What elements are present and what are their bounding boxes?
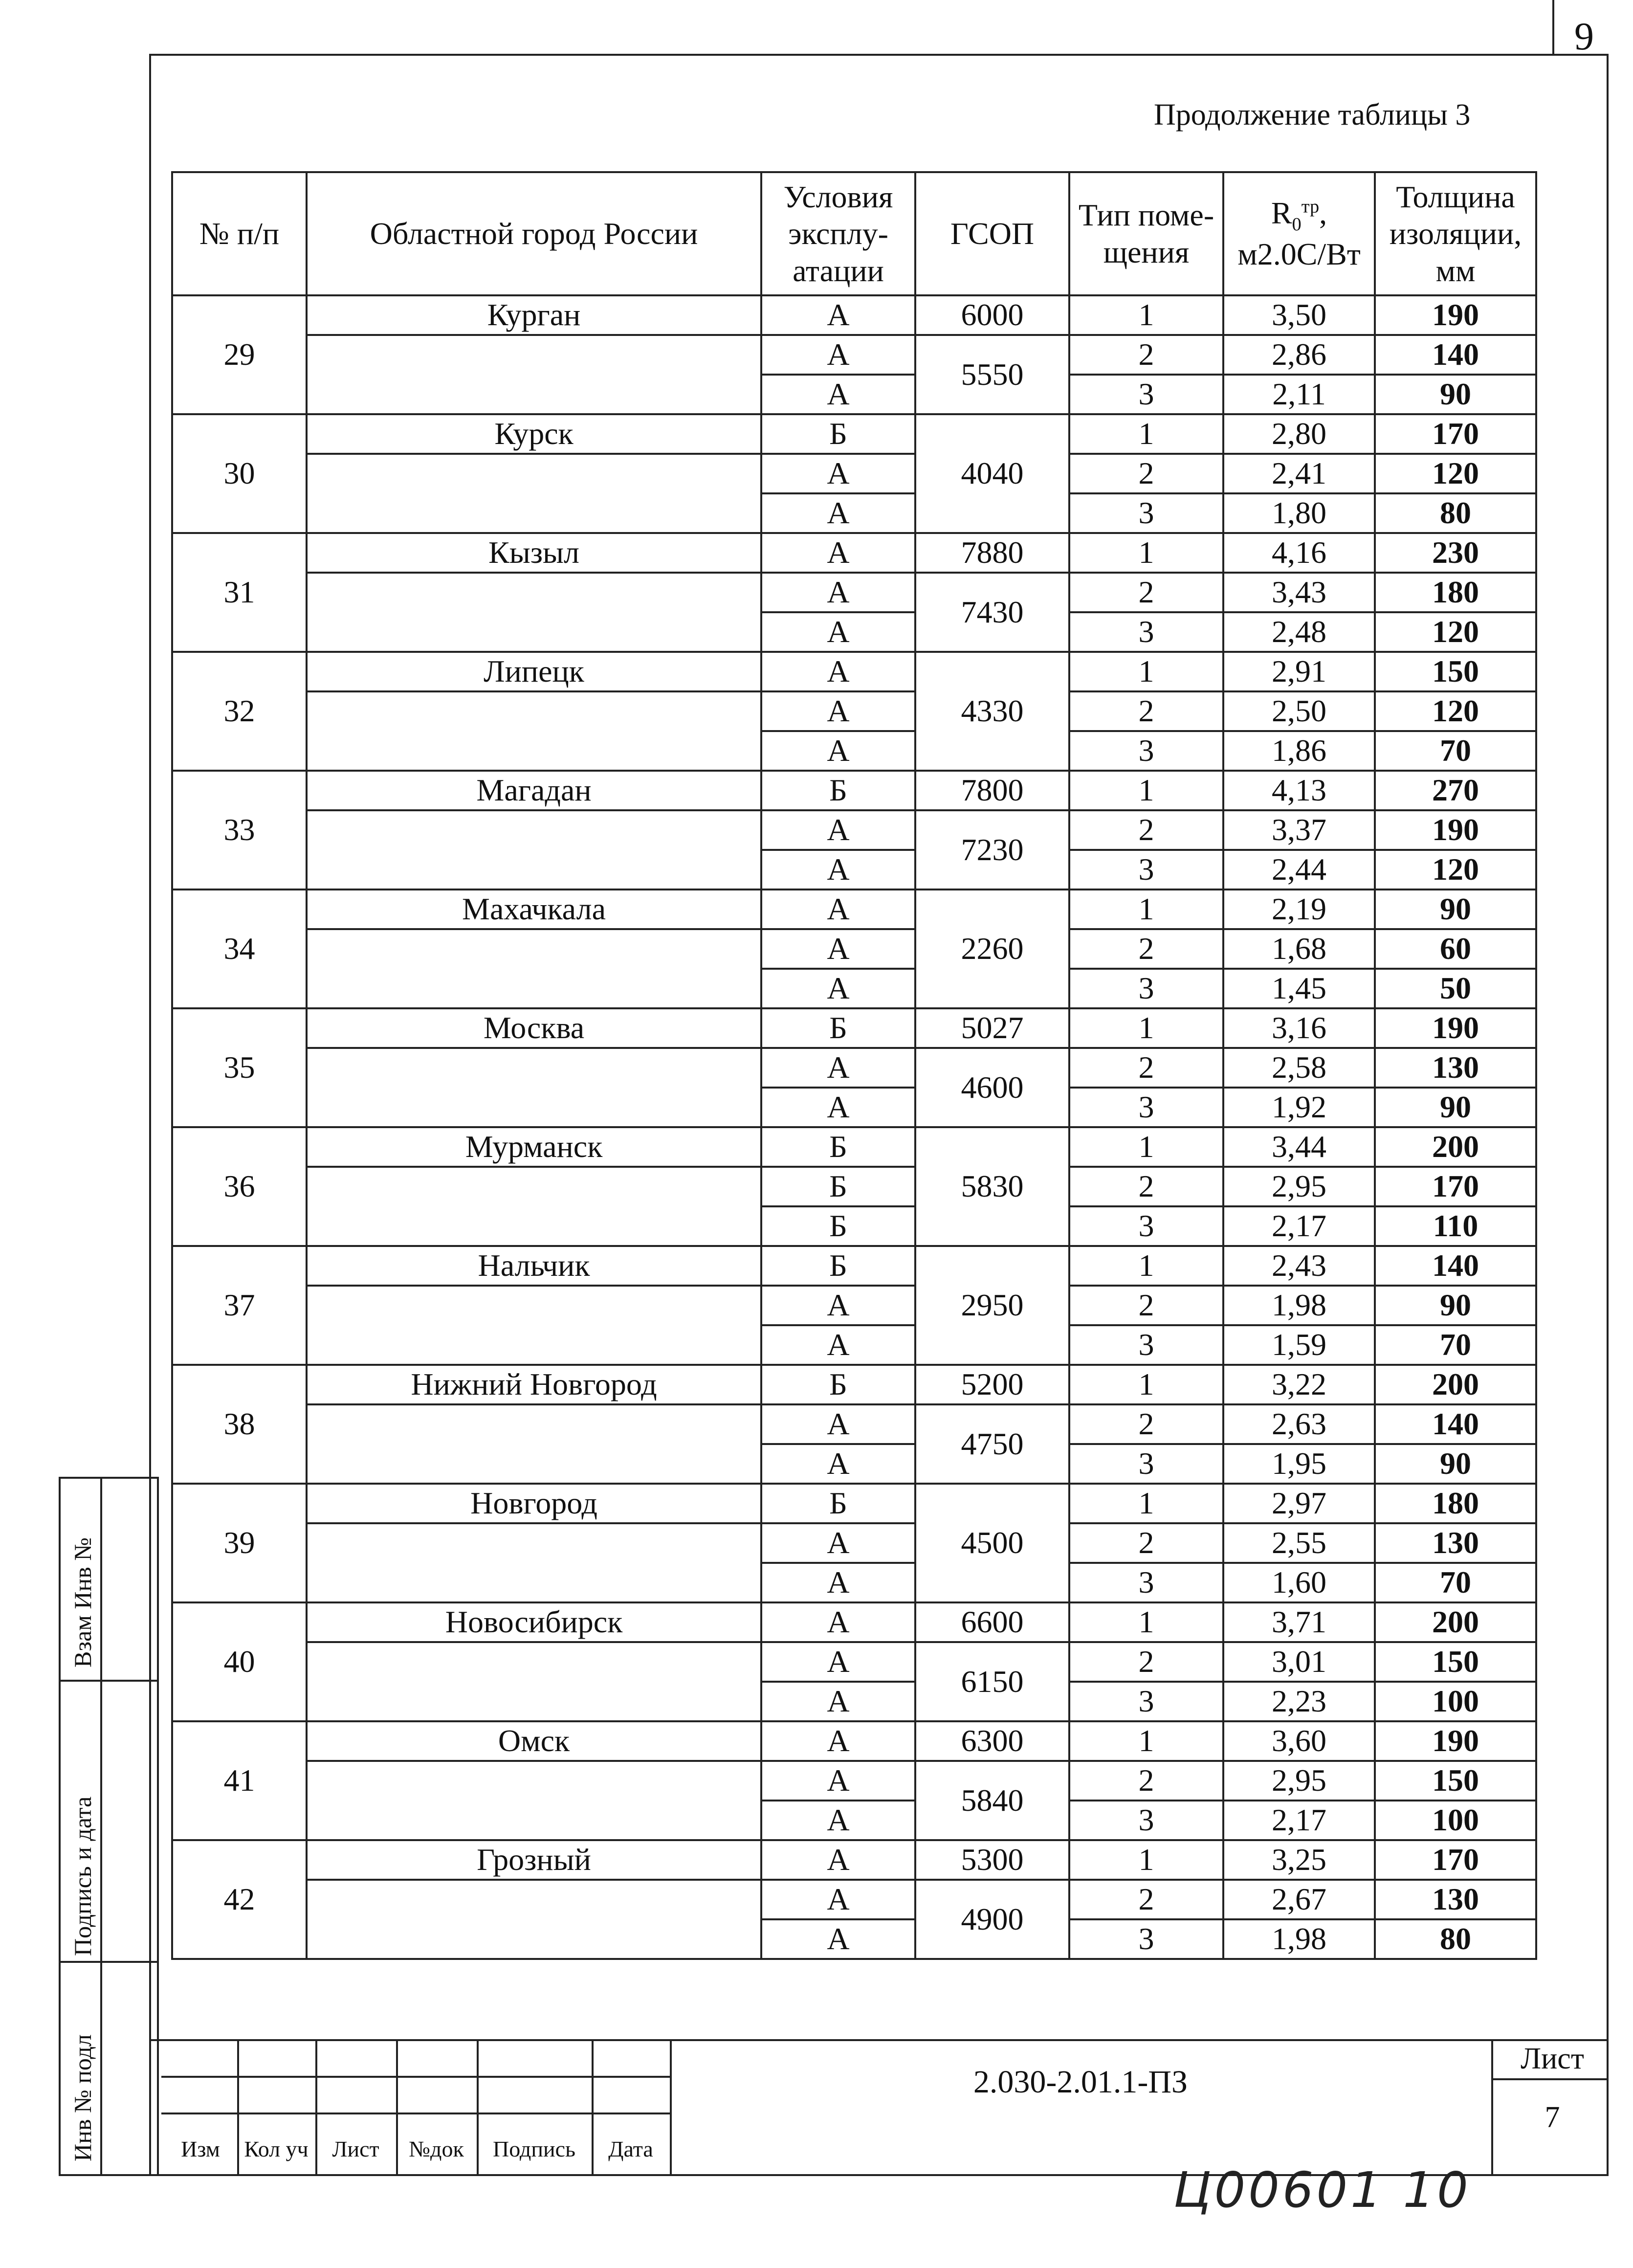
table-row	[172, 1008, 1536, 1048]
table-row	[172, 1523, 1536, 1563]
cell-gsop: 7800	[915, 771, 1069, 810]
side-stamp-line-2	[59, 1961, 159, 1963]
cell-city-blank	[307, 1642, 761, 1721]
cell-room-type: 1	[1069, 295, 1223, 335]
cell-conditions: Б	[761, 414, 915, 454]
cell-resistance: 3,44	[1223, 1127, 1375, 1167]
table-row	[172, 1602, 1536, 1642]
cell-resistance: 2,91	[1223, 652, 1375, 691]
cell-room-type: 3	[1069, 493, 1223, 533]
cell-conditions: Б	[761, 1484, 915, 1523]
cell-room-type: 1	[1069, 652, 1223, 691]
table-row	[172, 771, 1536, 810]
cell-conditions: А	[761, 1682, 915, 1721]
cell-conditions: Б	[761, 1008, 915, 1048]
cell-conditions: А	[761, 1563, 915, 1602]
tb-col-kol-uch: Кол уч	[244, 2136, 309, 2161]
cell-thickness: 190	[1375, 1721, 1536, 1761]
cell-thickness: 90	[1375, 1088, 1536, 1127]
cell-room-type: 3	[1069, 850, 1223, 889]
cell-thickness: 90	[1375, 889, 1536, 929]
cell-resistance: 2,95	[1223, 1761, 1375, 1801]
cell-gsop: 2260	[915, 889, 1069, 1008]
cell-city: Нижний Новгород	[307, 1365, 761, 1404]
table-row	[172, 414, 1536, 454]
cell-resistance: 1,45	[1223, 969, 1375, 1008]
cell-thickness: 140	[1375, 1404, 1536, 1444]
cell-resistance: 2,67	[1223, 1880, 1375, 1919]
table-row	[172, 652, 1536, 691]
cell-room-type: 1	[1069, 1721, 1223, 1761]
cell-conditions: А	[761, 1523, 915, 1563]
cell-gsop: 5200	[915, 1365, 1069, 1404]
side-stamp-divider	[100, 1477, 102, 2176]
cell-conditions: А	[761, 533, 915, 573]
cell-room-type: 3	[1069, 1563, 1223, 1602]
cell-gsop: 6150	[915, 1642, 1069, 1721]
cell-gsop: 5840	[915, 1761, 1069, 1840]
cell-city-blank	[307, 691, 761, 771]
cell-resistance: 1,68	[1223, 929, 1375, 969]
cell-room-type: 1	[1069, 414, 1223, 454]
cell-gsop: 6600	[915, 1602, 1069, 1642]
cell-room-type: 2	[1069, 1761, 1223, 1801]
cell-city: Курган	[307, 295, 761, 335]
cell-conditions: А	[761, 1088, 915, 1127]
cell-room-type: 2	[1069, 573, 1223, 612]
cell-num: 41	[172, 1721, 307, 1840]
cell-room-type: 3	[1069, 1325, 1223, 1365]
table-row	[172, 1246, 1536, 1286]
cell-conditions: А	[761, 850, 915, 889]
table-row	[172, 1880, 1536, 1919]
cell-resistance: 2,43	[1223, 1246, 1375, 1286]
cell-room-type: 1	[1069, 1246, 1223, 1286]
cell-city: Липецк	[307, 652, 761, 691]
cell-resistance: 3,43	[1223, 573, 1375, 612]
cell-room-type: 1	[1069, 1365, 1223, 1404]
cell-conditions: Б	[761, 1167, 915, 1206]
cell-thickness: 270	[1375, 771, 1536, 810]
continuation-label: Продолжение таблицы 3	[1154, 98, 1471, 132]
cell-room-type: 3	[1069, 1801, 1223, 1840]
cell-city-blank	[307, 810, 761, 889]
cell-city-blank	[307, 1048, 761, 1127]
cell-num: 36	[172, 1127, 307, 1246]
cell-resistance: 2,95	[1223, 1167, 1375, 1206]
cell-gsop: 4750	[915, 1404, 1069, 1484]
cell-thickness: 170	[1375, 414, 1536, 454]
cell-thickness: 80	[1375, 493, 1536, 533]
cell-resistance: 3,60	[1223, 1721, 1375, 1761]
tb-col-list: Лист	[332, 2136, 379, 2161]
table-row	[172, 1721, 1536, 1761]
cell-resistance: 3,25	[1223, 1840, 1375, 1880]
cell-resistance: 2,97	[1223, 1484, 1375, 1523]
cell-room-type: 2	[1069, 454, 1223, 493]
cell-city-blank	[307, 573, 761, 652]
table-row	[172, 335, 1536, 375]
cell-thickness: 140	[1375, 1246, 1536, 1286]
cell-conditions: А	[761, 1444, 915, 1484]
cell-resistance: 1,59	[1223, 1325, 1375, 1365]
cell-thickness: 110	[1375, 1206, 1536, 1246]
cell-conditions: А	[761, 1801, 915, 1840]
table-row	[172, 1840, 1536, 1880]
cell-conditions: А	[761, 493, 915, 533]
cell-gsop: 4040	[915, 414, 1069, 533]
cell-resistance: 2,41	[1223, 454, 1375, 493]
tb-sheet-line	[1491, 2078, 1609, 2080]
cell-num: 40	[172, 1602, 307, 1721]
header-resistance: $R_0^{тр}$, м2.0С/Вт	[1223, 172, 1375, 295]
table-row	[172, 691, 1536, 731]
table-row	[172, 454, 1536, 493]
cell-city-blank	[307, 929, 761, 1008]
cell-resistance: 2,80	[1223, 414, 1375, 454]
table-row	[172, 1167, 1536, 1206]
cell-resistance: 4,16	[1223, 533, 1375, 573]
cell-city-blank	[307, 1880, 761, 1959]
table-row	[172, 533, 1536, 573]
cell-gsop: 5027	[915, 1008, 1069, 1048]
cell-resistance: 2,86	[1223, 335, 1375, 375]
table-row	[172, 1365, 1536, 1404]
cell-thickness: 180	[1375, 1484, 1536, 1523]
cell-num: 39	[172, 1484, 307, 1602]
cell-thickness: 190	[1375, 1008, 1536, 1048]
table-row	[172, 1127, 1536, 1167]
cell-room-type: 3	[1069, 1444, 1223, 1484]
header-room-type: Тип поме-щения	[1069, 172, 1223, 295]
cell-thickness: 120	[1375, 691, 1536, 731]
header-conditions: Условия эксплу-атации	[761, 172, 915, 295]
cell-resistance: 2,58	[1223, 1048, 1375, 1088]
cell-resistance: 2,44	[1223, 850, 1375, 889]
document-code: 2.030-2.01.1-ПЗ	[973, 2064, 1188, 2100]
cell-city: Грозный	[307, 1840, 761, 1880]
cell-thickness: 130	[1375, 1523, 1536, 1563]
page-corner-mark	[1552, 0, 1554, 54]
cell-thickness: 130	[1375, 1880, 1536, 1919]
cell-room-type: 3	[1069, 1682, 1223, 1721]
cell-gsop: 4500	[915, 1484, 1069, 1602]
cell-thickness: 100	[1375, 1801, 1536, 1840]
cell-room-type: 2	[1069, 1286, 1223, 1325]
cell-conditions: А	[761, 1880, 915, 1919]
cell-conditions: А	[761, 1761, 915, 1801]
cell-conditions: А	[761, 652, 915, 691]
cell-resistance: 3,01	[1223, 1642, 1375, 1682]
cell-num: 29	[172, 295, 307, 414]
table-row	[172, 889, 1536, 929]
cell-room-type: 2	[1069, 1642, 1223, 1682]
cell-city: Москва	[307, 1008, 761, 1048]
cell-gsop: 4900	[915, 1880, 1069, 1959]
header-city: Областной город России	[307, 172, 761, 295]
cell-num: 33	[172, 771, 307, 889]
cell-thickness: 120	[1375, 850, 1536, 889]
cell-conditions: А	[761, 1602, 915, 1642]
cell-room-type: 3	[1069, 612, 1223, 652]
cell-room-type: 3	[1069, 375, 1223, 414]
cell-num: 34	[172, 889, 307, 1008]
cell-thickness: 90	[1375, 375, 1536, 414]
cell-resistance: 3,37	[1223, 810, 1375, 850]
cell-conditions: А	[761, 295, 915, 335]
cell-city: Курск	[307, 414, 761, 454]
cell-room-type: 2	[1069, 1048, 1223, 1088]
header-gsop: ГСОП	[915, 172, 1069, 295]
cell-room-type: 3	[1069, 731, 1223, 771]
cell-conditions: А	[761, 691, 915, 731]
sheet-label: Лист	[1521, 2042, 1584, 2075]
cell-thickness: 60	[1375, 929, 1536, 969]
cell-num: 35	[172, 1008, 307, 1127]
cell-thickness: 230	[1375, 533, 1536, 573]
cell-thickness: 200	[1375, 1365, 1536, 1404]
cell-conditions: А	[761, 889, 915, 929]
cell-gsop: 7230	[915, 810, 1069, 889]
cell-thickness: 190	[1375, 810, 1536, 850]
table-header-row	[172, 172, 1536, 295]
cell-resistance: 2,17	[1223, 1801, 1375, 1840]
cell-thickness: 120	[1375, 454, 1536, 493]
cell-resistance: 2,17	[1223, 1206, 1375, 1246]
cell-city: Кызыл	[307, 533, 761, 573]
table-row	[172, 573, 1536, 612]
cell-thickness: 170	[1375, 1840, 1536, 1880]
cell-thickness: 70	[1375, 731, 1536, 771]
cell-thickness: 200	[1375, 1127, 1536, 1167]
cell-room-type: 1	[1069, 1484, 1223, 1523]
header-thickness: Толщина изоляции, мм	[1375, 172, 1536, 295]
cell-conditions: Б	[761, 1206, 915, 1246]
cell-room-type: 2	[1069, 691, 1223, 731]
cell-city-blank	[307, 1286, 761, 1365]
cell-conditions: А	[761, 1721, 915, 1761]
cell-resistance: 1,98	[1223, 1286, 1375, 1325]
cell-thickness: 90	[1375, 1444, 1536, 1484]
tb-col-podpis: Подпись	[493, 2136, 575, 2161]
table-row	[172, 295, 1536, 335]
cell-thickness: 130	[1375, 1048, 1536, 1088]
cell-resistance: 3,50	[1223, 295, 1375, 335]
cell-city: Новосибирск	[307, 1602, 761, 1642]
cell-conditions: А	[761, 969, 915, 1008]
cell-gsop: 7880	[915, 533, 1069, 573]
cell-city: Нальчик	[307, 1246, 761, 1286]
cell-thickness: 120	[1375, 612, 1536, 652]
cell-gsop: 5830	[915, 1127, 1069, 1246]
cell-conditions: А	[761, 375, 915, 414]
cell-resistance: 2,63	[1223, 1404, 1375, 1444]
cell-room-type: 3	[1069, 1206, 1223, 1246]
cell-conditions: А	[761, 1919, 915, 1959]
table-row	[172, 929, 1536, 969]
cell-room-type: 1	[1069, 771, 1223, 810]
page-number: 9	[1574, 15, 1594, 58]
cell-conditions: А	[761, 1840, 915, 1880]
cell-resistance: 3,16	[1223, 1008, 1375, 1048]
cell-city-blank	[307, 1404, 761, 1484]
cell-resistance: 2,19	[1223, 889, 1375, 929]
cell-resistance: 2,11	[1223, 375, 1375, 414]
cell-room-type: 1	[1069, 533, 1223, 573]
cell-city: Мурманск	[307, 1127, 761, 1167]
tb-col-izm: Изм	[181, 2136, 220, 2161]
tb-divider-code	[670, 2039, 672, 2176]
cell-room-type: 1	[1069, 1602, 1223, 1642]
cell-room-type: 3	[1069, 969, 1223, 1008]
stamp-vzam-inv: Взам Инв №	[69, 1537, 96, 1668]
handwritten-note: Ц00601 10	[1173, 2161, 1471, 2219]
cell-conditions: А	[761, 929, 915, 969]
cell-conditions: А	[761, 1286, 915, 1325]
cell-resistance: 3,71	[1223, 1602, 1375, 1642]
cell-room-type: 1	[1069, 1008, 1223, 1048]
cell-resistance: 1,98	[1223, 1919, 1375, 1959]
cell-resistance: 2,48	[1223, 612, 1375, 652]
cell-resistance: 1,92	[1223, 1088, 1375, 1127]
cell-city-blank	[307, 1167, 761, 1246]
table-row	[172, 810, 1536, 850]
r-symbol: R	[1271, 196, 1292, 231]
cell-room-type: 2	[1069, 335, 1223, 375]
cell-conditions: А	[761, 810, 915, 850]
cell-conditions: А	[761, 573, 915, 612]
cell-room-type: 2	[1069, 1404, 1223, 1444]
cell-thickness: 190	[1375, 295, 1536, 335]
table-row	[172, 1761, 1536, 1801]
cell-resistance: 1,60	[1223, 1563, 1375, 1602]
cell-thickness: 170	[1375, 1167, 1536, 1206]
cell-num: 37	[172, 1246, 307, 1365]
insulation-table	[171, 171, 1537, 1960]
table-row	[172, 1404, 1536, 1444]
cell-thickness: 200	[1375, 1602, 1536, 1642]
title-block-top	[149, 2039, 1609, 2041]
cell-room-type: 3	[1069, 1919, 1223, 1959]
cell-thickness: 70	[1375, 1563, 1536, 1602]
cell-gsop: 5300	[915, 1840, 1069, 1880]
cell-resistance: 2,23	[1223, 1682, 1375, 1721]
cell-resistance: 2,50	[1223, 691, 1375, 731]
cell-num: 31	[172, 533, 307, 652]
cell-conditions: А	[761, 335, 915, 375]
cell-room-type: 1	[1069, 1127, 1223, 1167]
cell-resistance: 1,80	[1223, 493, 1375, 533]
side-stamp-line-1	[59, 1680, 159, 1682]
cell-city-blank	[307, 335, 761, 414]
cell-room-type: 1	[1069, 889, 1223, 929]
cell-gsop: 5550	[915, 335, 1069, 414]
r-sup: тр	[1301, 196, 1320, 217]
cell-city-blank	[307, 454, 761, 533]
cell-thickness: 150	[1375, 1761, 1536, 1801]
cell-room-type: 2	[1069, 1523, 1223, 1563]
cell-thickness: 180	[1375, 573, 1536, 612]
table-row	[172, 1048, 1536, 1088]
cell-num: 32	[172, 652, 307, 771]
cell-room-type: 2	[1069, 1880, 1223, 1919]
cell-city-blank	[307, 1761, 761, 1840]
cell-conditions: Б	[761, 771, 915, 810]
sheet-number: 7	[1545, 2101, 1560, 2134]
tb-col-ndok: №док	[409, 2136, 464, 2161]
cell-conditions: Б	[761, 1127, 915, 1167]
table-row	[172, 1484, 1536, 1523]
cell-city: Махачкала	[307, 889, 761, 929]
r-sub: 0	[1292, 214, 1302, 235]
cell-room-type: 3	[1069, 1088, 1223, 1127]
cell-city-blank	[307, 1523, 761, 1602]
cell-thickness: 150	[1375, 1642, 1536, 1682]
cell-resistance: 1,95	[1223, 1444, 1375, 1484]
stamp-inv-podl: Инв № подл	[69, 2034, 96, 2161]
cell-num: 38	[172, 1365, 307, 1484]
cell-gsop: 2950	[915, 1246, 1069, 1365]
cell-room-type: 2	[1069, 1167, 1223, 1206]
cell-gsop: 6000	[915, 295, 1069, 335]
cell-conditions: А	[761, 1325, 915, 1365]
cell-city: Новгород	[307, 1484, 761, 1523]
cell-conditions: Б	[761, 1246, 915, 1286]
r-unit: м2.0С/Вт	[1237, 237, 1361, 272]
cell-room-type: 2	[1069, 929, 1223, 969]
cell-city: Омск	[307, 1721, 761, 1761]
cell-conditions: А	[761, 1404, 915, 1444]
table-row	[172, 1642, 1536, 1682]
cell-conditions: А	[761, 612, 915, 652]
stamp-sign-date: Подпись и дата	[69, 1796, 96, 1956]
cell-room-type: 1	[1069, 1840, 1223, 1880]
cell-room-type: 2	[1069, 810, 1223, 850]
cell-conditions: А	[761, 1642, 915, 1682]
cell-thickness: 100	[1375, 1682, 1536, 1721]
header-num: № п/п	[172, 172, 307, 295]
cell-gsop: 4330	[915, 652, 1069, 771]
cell-thickness: 90	[1375, 1286, 1536, 1325]
cell-thickness: 80	[1375, 1919, 1536, 1959]
cell-resistance: 4,13	[1223, 771, 1375, 810]
cell-resistance: 1,86	[1223, 731, 1375, 771]
tb-col-data: Дата	[608, 2136, 653, 2161]
cell-resistance: 2,55	[1223, 1523, 1375, 1563]
cell-thickness: 70	[1375, 1325, 1536, 1365]
cell-num: 30	[172, 414, 307, 533]
cell-city: Магадан	[307, 771, 761, 810]
cell-num: 42	[172, 1840, 307, 1959]
cell-thickness: 50	[1375, 969, 1536, 1008]
table-row	[172, 1286, 1536, 1325]
cell-resistance: 3,22	[1223, 1365, 1375, 1404]
cell-conditions: Б	[761, 1365, 915, 1404]
cell-conditions: А	[761, 1048, 915, 1088]
tb-divider-sheet	[1491, 2039, 1493, 2176]
cell-gsop: 4600	[915, 1048, 1069, 1127]
cell-gsop: 7430	[915, 573, 1069, 652]
cell-thickness: 150	[1375, 652, 1536, 691]
cell-conditions: А	[761, 454, 915, 493]
cell-thickness: 140	[1375, 335, 1536, 375]
cell-gsop: 6300	[915, 1721, 1069, 1761]
cell-conditions: А	[761, 731, 915, 771]
